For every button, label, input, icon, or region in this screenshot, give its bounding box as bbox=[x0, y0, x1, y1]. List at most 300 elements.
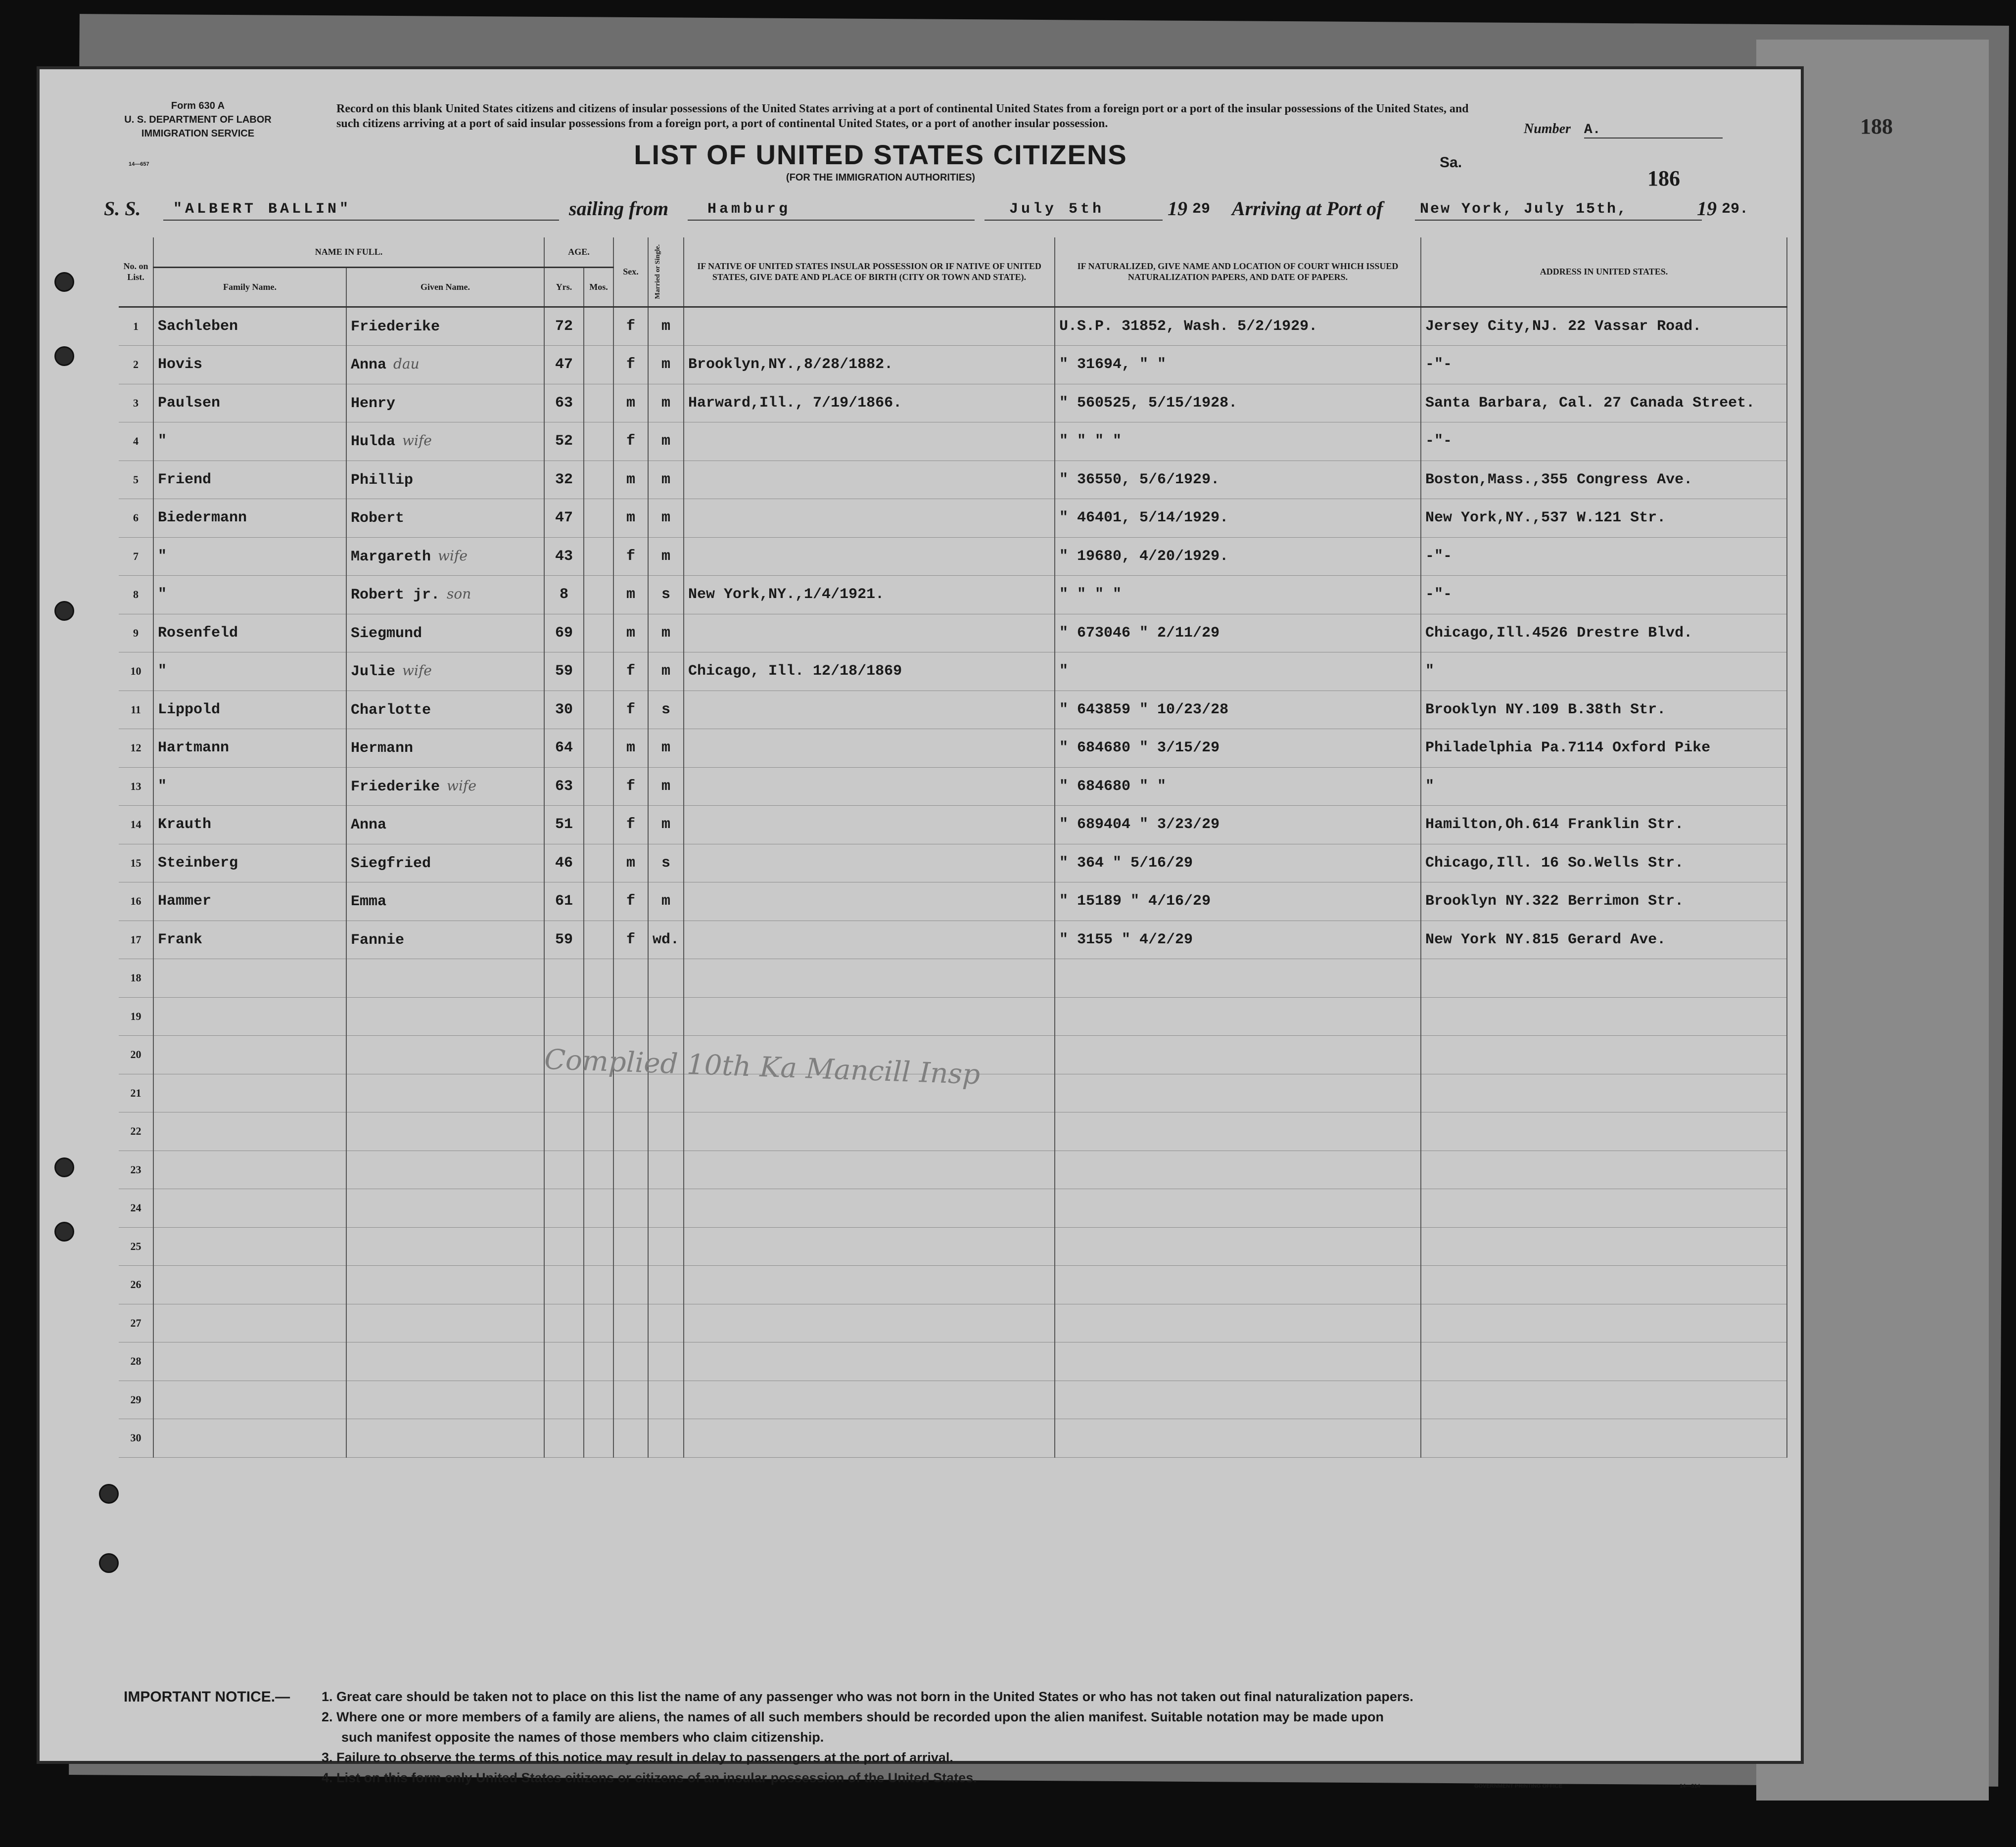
address bbox=[1421, 1189, 1787, 1228]
table-row bbox=[119, 882, 1787, 921]
family-name bbox=[153, 384, 346, 422]
sex bbox=[613, 806, 648, 844]
age-years-text: 63 bbox=[555, 394, 573, 412]
age-years bbox=[544, 499, 584, 538]
marital-status bbox=[648, 1419, 684, 1458]
row-number bbox=[119, 537, 153, 576]
sex bbox=[613, 691, 648, 729]
marital-status bbox=[648, 729, 684, 768]
row-number-text: 6 bbox=[133, 511, 139, 524]
given-name-text: Fannie bbox=[351, 931, 405, 949]
row-number bbox=[119, 614, 153, 652]
col-address: ADDRESS IN UNITED STATES. bbox=[1421, 237, 1787, 307]
marital-status bbox=[648, 1189, 684, 1228]
arr-year: 29. bbox=[1722, 201, 1749, 218]
arrival-port: New York, July 15th, bbox=[1420, 201, 1628, 218]
age-years bbox=[544, 537, 584, 576]
age-years-text: 8 bbox=[559, 586, 568, 603]
given-name bbox=[346, 729, 544, 768]
punch-hole bbox=[54, 1157, 74, 1177]
age-years-text: 72 bbox=[555, 318, 573, 335]
given-name bbox=[346, 844, 544, 882]
age-years bbox=[544, 1266, 584, 1304]
family-name-text: Hovis bbox=[158, 356, 203, 373]
marital-status-text: m bbox=[661, 318, 671, 335]
given-name bbox=[346, 1381, 544, 1419]
marital-status-text: m bbox=[661, 816, 671, 833]
row-number bbox=[119, 499, 153, 538]
row-number-text: 28 bbox=[130, 1355, 141, 1368]
address bbox=[1421, 691, 1787, 729]
number-value: A. bbox=[1584, 122, 1723, 139]
row-number-text: 13 bbox=[130, 780, 141, 792]
row-number bbox=[119, 346, 153, 384]
row-number-text: 12 bbox=[130, 741, 141, 754]
print-code: 14—657 bbox=[129, 161, 149, 167]
naturalization-info bbox=[1055, 806, 1421, 844]
address bbox=[1421, 1227, 1787, 1266]
birth-info bbox=[684, 729, 1055, 768]
address bbox=[1421, 461, 1787, 499]
family-name bbox=[153, 1419, 346, 1458]
sex-text: f bbox=[626, 318, 635, 335]
address-text: -"- bbox=[1425, 356, 1453, 373]
address bbox=[1421, 422, 1787, 461]
family-name bbox=[153, 1304, 346, 1342]
naturalization-info bbox=[1055, 652, 1421, 691]
family-name-text: Rosenfeld bbox=[158, 624, 238, 642]
table-row bbox=[119, 614, 1787, 652]
given-name-text: Friederike bbox=[351, 778, 440, 795]
address bbox=[1421, 997, 1787, 1036]
age-years-text: 64 bbox=[555, 739, 573, 757]
naturalization-info bbox=[1055, 499, 1421, 538]
given-name-text: Anna bbox=[351, 817, 387, 834]
given-name bbox=[346, 384, 544, 422]
row-number bbox=[119, 1189, 153, 1228]
sex bbox=[613, 1074, 648, 1112]
row-number-text: 8 bbox=[133, 588, 139, 601]
given-name-text: Friederike bbox=[351, 318, 440, 335]
family-name bbox=[153, 1112, 346, 1151]
family-name bbox=[153, 1189, 346, 1228]
address bbox=[1421, 1342, 1787, 1381]
age-years bbox=[544, 307, 584, 346]
row-number-text: 2 bbox=[133, 358, 139, 371]
naturalization-info-text: " 31694, " " bbox=[1059, 356, 1167, 373]
row-number bbox=[119, 422, 153, 461]
age-months bbox=[584, 461, 613, 499]
address-text: -"- bbox=[1425, 433, 1453, 450]
row-number-text: 30 bbox=[130, 1431, 141, 1444]
sex-text: f bbox=[626, 778, 635, 795]
row-number bbox=[119, 882, 153, 921]
family-name-text: Hartmann bbox=[158, 739, 230, 757]
sex bbox=[613, 882, 648, 921]
sex-text: f bbox=[626, 433, 635, 450]
marital-status-text: m bbox=[661, 624, 671, 642]
row-number-text: 7 bbox=[133, 550, 139, 562]
marital-status-text: m bbox=[661, 433, 671, 450]
sex bbox=[613, 997, 648, 1036]
naturalization-info bbox=[1055, 1419, 1421, 1458]
given-name bbox=[346, 1189, 544, 1228]
age-months bbox=[584, 652, 613, 691]
marital-status-text: m bbox=[661, 471, 671, 488]
naturalization-info-text: U.S.P. 31852, Wash. 5/2/1929. bbox=[1059, 318, 1318, 335]
age-years bbox=[544, 652, 584, 691]
given-name bbox=[346, 576, 544, 614]
age-months bbox=[584, 576, 613, 614]
arr-year-prefix: 19 bbox=[1697, 197, 1717, 220]
given-name-text: Siegmund bbox=[351, 625, 422, 642]
given-name bbox=[346, 806, 544, 844]
row-number-text: 29 bbox=[130, 1393, 141, 1406]
given-name bbox=[346, 882, 544, 921]
marital-status-text: m bbox=[661, 739, 671, 757]
family-name-text: " bbox=[158, 663, 167, 680]
marital-status bbox=[648, 1112, 684, 1151]
naturalization-info-text: " 560525, 5/15/1928. bbox=[1059, 394, 1238, 412]
birth-info bbox=[684, 691, 1055, 729]
age-years-text: 52 bbox=[555, 433, 573, 450]
relation-note: wife bbox=[402, 432, 432, 449]
sex-text: m bbox=[626, 471, 635, 488]
naturalization-info bbox=[1055, 844, 1421, 882]
birth-info bbox=[684, 499, 1055, 538]
marital-status bbox=[648, 346, 684, 384]
naturalization-info bbox=[1055, 767, 1421, 806]
table-row bbox=[119, 1112, 1787, 1151]
age-years-text: 63 bbox=[555, 778, 573, 795]
age-years bbox=[544, 767, 584, 806]
table-row bbox=[119, 499, 1787, 538]
birth-info bbox=[684, 882, 1055, 921]
age-years bbox=[544, 844, 584, 882]
family-name bbox=[153, 1381, 346, 1419]
punch-hole bbox=[54, 346, 74, 366]
sex-text: f bbox=[626, 548, 635, 565]
address bbox=[1421, 384, 1787, 422]
family-name-text: " bbox=[158, 433, 167, 450]
family-name-text: Hammer bbox=[158, 893, 212, 910]
naturalization-info bbox=[1055, 1151, 1421, 1189]
family-name bbox=[153, 422, 346, 461]
punch-hole bbox=[99, 1484, 119, 1504]
age-months bbox=[584, 1074, 613, 1112]
sex bbox=[613, 346, 648, 384]
sex bbox=[613, 461, 648, 499]
birth-info-text: Harward,Ill., 7/19/1866. bbox=[688, 394, 902, 412]
marital-status bbox=[648, 844, 684, 882]
sex bbox=[613, 1304, 648, 1342]
naturalization-info bbox=[1055, 1342, 1421, 1381]
age-months bbox=[584, 1304, 613, 1342]
naturalization-info bbox=[1055, 537, 1421, 576]
address-text: Philadelphia Pa.7114 Oxford Pike bbox=[1425, 739, 1711, 757]
row-number-text: 22 bbox=[130, 1125, 141, 1138]
col-family-name: Family Name. bbox=[153, 267, 346, 307]
given-name bbox=[346, 461, 544, 499]
col-mos: Mos. bbox=[584, 267, 613, 307]
naturalization-info-text: " 36550, 5/6/1929. bbox=[1059, 471, 1220, 488]
family-name-text: Sachleben bbox=[158, 318, 238, 335]
naturalization-info-text: " " " " bbox=[1059, 433, 1122, 450]
birth-info bbox=[684, 1342, 1055, 1381]
table-row bbox=[119, 691, 1787, 729]
marital-status bbox=[648, 882, 684, 921]
address-text: -"- bbox=[1425, 548, 1453, 565]
row-number bbox=[119, 307, 153, 346]
col-birth: IF NATIVE OF UNITED STATES INSULAR POSSESSION OR IF NATIVE OF UNITED STATES, GIVE DATE AND PLACE OF BIRTH (CITY OR TOWN AND STATE). bbox=[684, 237, 1055, 307]
col-age: AGE. bbox=[544, 237, 613, 267]
naturalization-info-text: " 3155 " 4/2/29 bbox=[1059, 931, 1193, 948]
age-months bbox=[584, 729, 613, 768]
row-number bbox=[119, 729, 153, 768]
birth-info bbox=[684, 576, 1055, 614]
table-row bbox=[119, 1304, 1787, 1342]
address bbox=[1421, 806, 1787, 844]
age-months bbox=[584, 691, 613, 729]
sex-text: m bbox=[626, 854, 635, 872]
address-text: Chicago,Ill.4526 Drestre Blvd. bbox=[1425, 624, 1693, 642]
passenger-table bbox=[119, 237, 1787, 1458]
row-number bbox=[119, 1227, 153, 1266]
birth-info bbox=[684, 1266, 1055, 1304]
table-row bbox=[119, 1419, 1787, 1458]
age-years bbox=[544, 1074, 584, 1112]
sex bbox=[613, 1189, 648, 1228]
age-years bbox=[544, 1342, 584, 1381]
address bbox=[1421, 346, 1787, 384]
age-years bbox=[544, 346, 584, 384]
naturalization-info bbox=[1055, 1074, 1421, 1112]
marital-status-text: m bbox=[661, 394, 671, 412]
birth-info bbox=[684, 346, 1055, 384]
naturalization-info bbox=[1055, 461, 1421, 499]
naturalization-info bbox=[1055, 882, 1421, 921]
age-months bbox=[584, 1189, 613, 1228]
table-row bbox=[119, 729, 1787, 768]
row-number-text: 23 bbox=[130, 1163, 141, 1176]
age-years bbox=[544, 1189, 584, 1228]
birth-info bbox=[684, 997, 1055, 1036]
address-text: Brooklyn NY.322 Berrimon Str. bbox=[1425, 893, 1684, 910]
address bbox=[1421, 1151, 1787, 1189]
table-row bbox=[119, 1189, 1787, 1228]
marital-status bbox=[648, 614, 684, 652]
ship-name: "ALBERT BALLIN" bbox=[173, 201, 352, 218]
age-years bbox=[544, 461, 584, 499]
row-number bbox=[119, 1151, 153, 1189]
row-number-text: 20 bbox=[130, 1048, 141, 1061]
address-text: " bbox=[1425, 663, 1435, 680]
dep-year-prefix: 19 bbox=[1168, 197, 1187, 220]
age-months bbox=[584, 422, 613, 461]
punch-hole bbox=[54, 272, 74, 292]
given-name bbox=[346, 1112, 544, 1151]
birth-info bbox=[684, 959, 1055, 998]
address bbox=[1421, 844, 1787, 882]
relation-note: dau bbox=[393, 356, 420, 372]
marital-status bbox=[648, 1342, 684, 1381]
row-number bbox=[119, 844, 153, 882]
table-row bbox=[119, 1151, 1787, 1189]
family-name-text: Paulsen bbox=[158, 394, 221, 412]
birth-info bbox=[684, 1304, 1055, 1342]
age-years bbox=[544, 882, 584, 921]
given-name bbox=[346, 346, 544, 384]
given-name bbox=[346, 691, 544, 729]
age-months bbox=[584, 1419, 613, 1458]
birth-info bbox=[684, 537, 1055, 576]
age-months bbox=[584, 1266, 613, 1304]
row-number-text: 11 bbox=[131, 703, 141, 716]
row-number-text: 24 bbox=[130, 1201, 141, 1214]
family-name-text: Friend bbox=[158, 471, 212, 488]
sex bbox=[613, 844, 648, 882]
row-number bbox=[119, 461, 153, 499]
row-number-text: 26 bbox=[130, 1278, 141, 1291]
family-name bbox=[153, 576, 346, 614]
given-name bbox=[346, 537, 544, 576]
table-row bbox=[119, 307, 1787, 346]
age-years bbox=[544, 729, 584, 768]
naturalization-info bbox=[1055, 307, 1421, 346]
naturalization-info bbox=[1055, 921, 1421, 959]
age-months bbox=[584, 346, 613, 384]
marital-status-text: m bbox=[661, 663, 671, 680]
given-name-text: Phillip bbox=[351, 471, 414, 489]
row-number-text: 9 bbox=[133, 626, 139, 639]
marital-status-text: s bbox=[661, 701, 671, 718]
address bbox=[1421, 1381, 1787, 1419]
row-number bbox=[119, 1036, 153, 1074]
address bbox=[1421, 1304, 1787, 1342]
birth-info bbox=[684, 1189, 1055, 1228]
birth-info bbox=[684, 1381, 1055, 1419]
naturalization-info bbox=[1055, 1266, 1421, 1304]
naturalization-info bbox=[1055, 1227, 1421, 1266]
marital-status bbox=[648, 806, 684, 844]
age-months bbox=[584, 997, 613, 1036]
sex bbox=[613, 1266, 648, 1304]
age-months bbox=[584, 1151, 613, 1189]
service: IMMIGRATION SERVICE bbox=[141, 128, 255, 139]
family-name-text: Krauth bbox=[158, 816, 212, 833]
naturalization-info-text: " 364 " 5/16/29 bbox=[1059, 854, 1193, 872]
birth-info bbox=[684, 307, 1055, 346]
marital-status bbox=[648, 691, 684, 729]
row-number-text: 18 bbox=[130, 971, 141, 984]
sex-text: f bbox=[626, 931, 635, 948]
sex-text: f bbox=[626, 663, 635, 680]
table-row bbox=[119, 422, 1787, 461]
marital-status bbox=[648, 1304, 684, 1342]
given-name bbox=[346, 652, 544, 691]
naturalization-info bbox=[1055, 729, 1421, 768]
address bbox=[1421, 652, 1787, 691]
row-number-text: 21 bbox=[130, 1086, 141, 1099]
age-years bbox=[544, 691, 584, 729]
address bbox=[1421, 882, 1787, 921]
row-number bbox=[119, 1304, 153, 1342]
given-name bbox=[346, 614, 544, 652]
family-name-text: " bbox=[158, 548, 167, 565]
notice-item: 2. Where one or more members of a family are aliens, the names of all such members should be recorded upon the alien manifest. Suitable notation may be made upon bbox=[322, 1709, 1384, 1724]
address bbox=[1421, 921, 1787, 959]
page-number: 186 bbox=[1647, 166, 1680, 190]
row-number-text: 25 bbox=[130, 1240, 141, 1252]
sex bbox=[613, 576, 648, 614]
age-months bbox=[584, 959, 613, 998]
marital-status bbox=[648, 422, 684, 461]
footer-code: 14—314 bbox=[1680, 1783, 1700, 1789]
given-name bbox=[346, 1419, 544, 1458]
relation-note: wife bbox=[402, 662, 432, 679]
row-number bbox=[119, 691, 153, 729]
departure-date: July 5th bbox=[1009, 201, 1105, 218]
sex bbox=[613, 959, 648, 998]
naturalization-info bbox=[1055, 1189, 1421, 1228]
given-name bbox=[346, 997, 544, 1036]
age-years bbox=[544, 806, 584, 844]
sex-text: f bbox=[626, 701, 635, 718]
family-name bbox=[153, 959, 346, 998]
table-row bbox=[119, 959, 1787, 998]
marital-status bbox=[648, 537, 684, 576]
address-text: New York,NY.,537 W.121 Str. bbox=[1425, 509, 1666, 527]
notice-list bbox=[322, 1687, 1413, 1788]
family-name bbox=[153, 499, 346, 538]
sex bbox=[613, 422, 648, 461]
address-text: Jersey City,NJ. 22 Vassar Road. bbox=[1425, 318, 1702, 335]
marital-status-text: m bbox=[661, 778, 671, 795]
family-name bbox=[153, 614, 346, 652]
naturalization-info bbox=[1055, 384, 1421, 422]
family-name bbox=[153, 767, 346, 806]
sex-text: m bbox=[626, 624, 635, 642]
address-text: Boston,Mass.,355 Congress Ave. bbox=[1425, 471, 1693, 488]
row-number bbox=[119, 1266, 153, 1304]
row-number bbox=[119, 1342, 153, 1381]
address-text: " bbox=[1425, 778, 1435, 795]
age-years bbox=[544, 921, 584, 959]
table-row bbox=[119, 997, 1787, 1036]
address bbox=[1421, 537, 1787, 576]
given-name bbox=[346, 1342, 544, 1381]
punch-hole bbox=[54, 601, 74, 621]
ship-line bbox=[99, 197, 1749, 227]
age-years bbox=[544, 959, 584, 998]
naturalization-info-text: " 684680 " " bbox=[1059, 778, 1167, 795]
notice-item: 4. List on this form only United States citizens or citizens of an insular possession of the United States. bbox=[322, 1770, 977, 1785]
age-months bbox=[584, 1227, 613, 1266]
family-name bbox=[153, 307, 346, 346]
family-name bbox=[153, 882, 346, 921]
age-years-text: 51 bbox=[555, 816, 573, 833]
family-name bbox=[153, 1227, 346, 1266]
row-number-text: 1 bbox=[133, 320, 139, 332]
marital-status bbox=[648, 921, 684, 959]
marital-status bbox=[648, 997, 684, 1036]
marital-status-text: m bbox=[661, 548, 671, 565]
page-subtitle: (FOR THE IMMIGRATION AUTHORITIES) bbox=[786, 172, 976, 183]
age-months bbox=[584, 1381, 613, 1419]
address-text: Hamilton,Oh.614 Franklin Str. bbox=[1425, 816, 1684, 833]
family-name bbox=[153, 921, 346, 959]
naturalization-info bbox=[1055, 1381, 1421, 1419]
